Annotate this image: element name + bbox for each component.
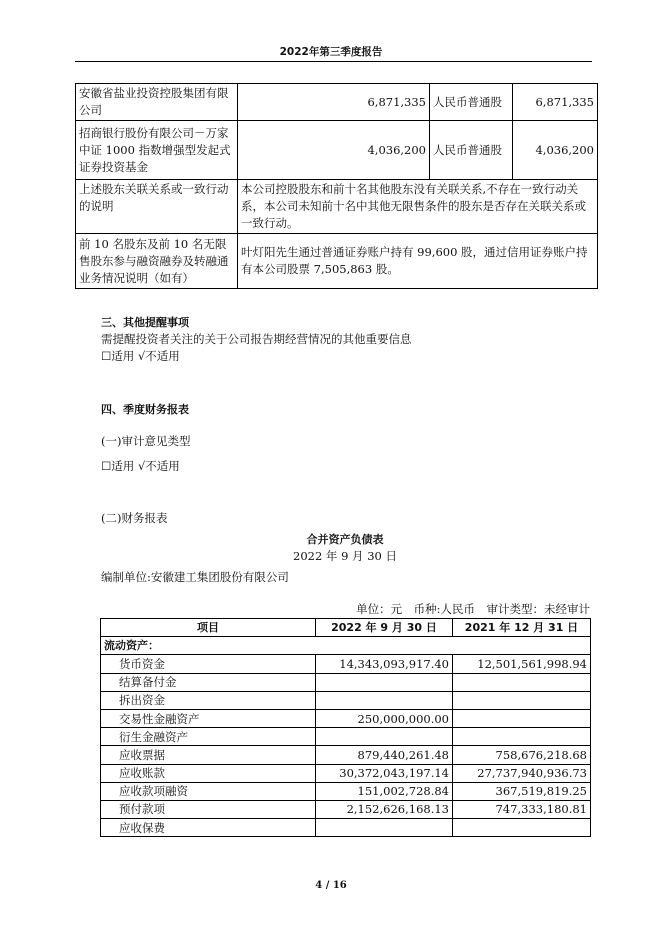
item-label: 应收票据 [101, 746, 316, 764]
table-row [101, 782, 591, 800]
section3-title: 三、其他提醒事项 [101, 316, 189, 329]
table-row [76, 121, 598, 180]
unit-line: 单位：元 币种:人民币 审计类型：未经审计 [356, 602, 590, 616]
column-header: 2021 年 12 月 31 日 [453, 619, 591, 637]
audit-options: ☐适用 √不适用 [101, 459, 180, 473]
share-count: 6,871,335 [513, 84, 598, 121]
margin-label: 前 10 名股东及前 10 名无限售股东参与融资融券及转融通业务情况说明（如有） [76, 234, 238, 289]
share-quantity: 6,871,335 [238, 84, 430, 121]
financial-statements-heading: (二)财务报表 [101, 511, 168, 525]
share-type: 人民币普通股 [430, 121, 513, 180]
table-row [101, 764, 591, 782]
item-label: 拆出资金 [101, 691, 316, 709]
value-2022-09-30: 30,372,043,197.14 [316, 764, 453, 782]
value-2021-12-31: 747,333,180.81 [453, 800, 591, 818]
relation-text: 本公司控股股东和前十名其他股东没有关联关系,不存在一致行动关系，本公司未知前十名中其他无限售条件的股东是否存在关联关系或一致行动。 [238, 180, 598, 234]
column-header: 项目 [101, 619, 316, 637]
value-2021-12-31 [453, 673, 591, 691]
balance-sheet-date: 2022 年 9 月 30 日 [293, 549, 397, 563]
company-name: 编制单位:安徽建工集团股份有限公司 [101, 570, 289, 584]
value-2021-12-31 [453, 819, 591, 837]
value-2022-09-30: 151,002,728.84 [316, 782, 453, 800]
value-2021-12-31 [453, 728, 591, 746]
value-2022-09-30: 250,000,000.00 [316, 709, 453, 727]
share-type: 人民币普通股 [430, 84, 513, 121]
balance-sheet-table [100, 618, 591, 837]
table-row [101, 673, 591, 691]
table-row [76, 84, 598, 121]
shareholder-name: 安徽省盐业投资控股集团有限公司 [76, 84, 238, 121]
page-number: 4 / 16 [315, 880, 347, 891]
value-2022-09-30 [316, 691, 453, 709]
value-2022-09-30: 2,152,626,168.13 [316, 800, 453, 818]
shareholder-name: 招商银行股份有限公司－万家中证 1000 指数增强型发起式证券投资基金 [76, 121, 238, 180]
header-divider [75, 61, 592, 62]
section3-desc: 需提醒投资者关注的关于公司报告期经营情况的其他重要信息 [101, 332, 412, 346]
table-row [101, 746, 591, 764]
item-label: 结算备付金 [101, 673, 316, 691]
section-row [101, 637, 591, 655]
value-2022-09-30 [316, 728, 453, 746]
share-quantity: 4,036,200 [238, 121, 430, 180]
table-row [101, 709, 591, 727]
header-row [101, 619, 591, 637]
page-header: 2022年第三季度报告 [279, 46, 383, 58]
item-label: 衍生金融资产 [101, 728, 316, 746]
table-row [101, 819, 591, 837]
value-2021-12-31 [453, 691, 591, 709]
margin-text: 叶灯阳先生通过普通证券账户持有 99,600 股，通过信用证券账户持有本公司股票 7,505,863 股。 [238, 234, 598, 289]
value-2021-12-31 [453, 709, 591, 727]
value-2022-09-30 [316, 673, 453, 691]
value-2021-12-31: 367,519,819.25 [453, 782, 591, 800]
value-2022-09-30 [316, 819, 453, 837]
value-2021-12-31: 27,737,940,936.73 [453, 764, 591, 782]
item-label: 预付款项 [101, 800, 316, 818]
table-row [101, 655, 591, 673]
audit-opinion-heading: (一)审计意见类型 [101, 434, 191, 448]
value-2021-12-31: 12,501,561,998.94 [453, 655, 591, 673]
balance-sheet-title: 合并资产负债表 [306, 533, 384, 546]
table-row [76, 234, 598, 289]
value-2021-12-31: 758,676,218.68 [453, 746, 591, 764]
section-label: 流动资产： [101, 637, 591, 655]
share-count: 4,036,200 [513, 121, 598, 180]
item-label: 应收保费 [101, 819, 316, 837]
item-label: 货币资金 [101, 655, 316, 673]
relation-label: 上述股东关联关系或一致行动的说明 [76, 180, 238, 234]
table-row [76, 180, 598, 234]
value-2022-09-30: 879,440,261.48 [316, 746, 453, 764]
table-row [101, 728, 591, 746]
value-2022-09-30: 14,343,093,917.40 [316, 655, 453, 673]
section4-title: 四、季度财务报表 [101, 403, 189, 416]
column-header: 2022 年 9 月 30 日 [316, 619, 453, 637]
item-label: 交易性金融资产 [101, 709, 316, 727]
table-row [101, 691, 591, 709]
table-row [101, 800, 591, 818]
item-label: 应收账款 [101, 764, 316, 782]
shareholder-table [75, 83, 598, 289]
item-label: 应收款项融资 [101, 782, 316, 800]
section3-options: ☐适用 √不适用 [101, 349, 180, 363]
